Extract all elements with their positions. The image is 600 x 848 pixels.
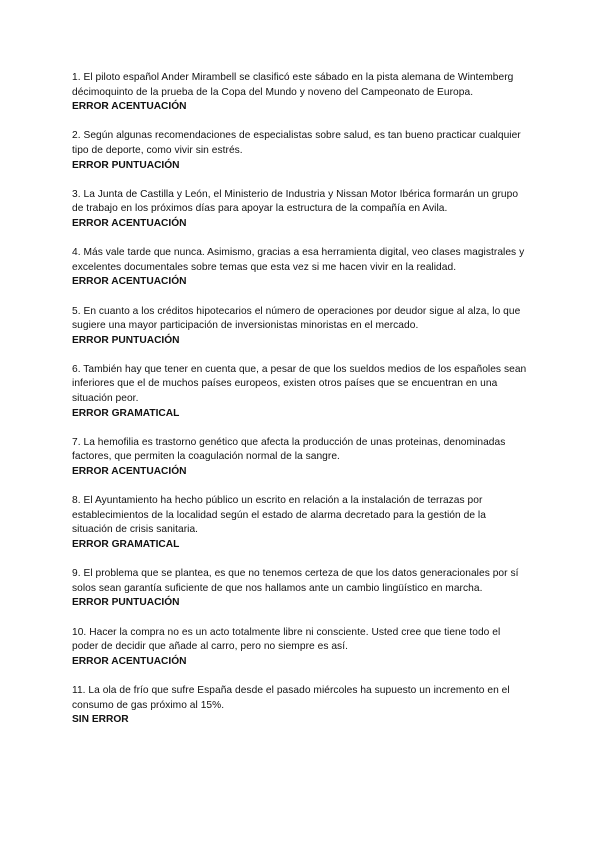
list-item xyxy=(72,626,528,670)
list-item xyxy=(72,436,528,480)
sentence-text: 3. La Junta de Castilla y León, el Ministerio de Industria y Nissan Motor Ibérica formarán un grupo de trabajo en los próximos días para apoyar la estructura de la compañía en Avila. xyxy=(72,188,519,215)
list-item xyxy=(72,567,528,611)
list-item xyxy=(72,246,528,290)
sentence-text: 5. En cuanto a los créditos hipotecarios el número de operaciones por deudor sigue al alza, lo que sugiere una mayor participación de inversionistas minoristas en el mercado. xyxy=(72,305,521,332)
sentence-text: 2. Según algunas recomendaciones de especialistas sobre salud, es tan bueno practicar cualquier tipo de deporte, como vivir sin estrés. xyxy=(72,130,521,156)
exercise-list xyxy=(72,71,528,742)
sentence-text: 10. Hacer la compra no es un acto totalmente libre ni consciente. Usted cree que tiene todo el poder de decidir que añade al carro, pero no siempre es así. xyxy=(72,626,501,653)
list-item xyxy=(72,71,528,115)
error-label: ERROR ACENTUACIÓN xyxy=(72,466,187,478)
sentence-text: 6. También hay que tener en cuenta que, a pesar de que los sueldos medios de los españoles sean inferiores que el de muchos países europeos, existen otros países que se encuentran en una situación peor. xyxy=(72,363,527,405)
sentence-text: 8. El Ayuntamiento ha hecho público un escrito en relación a la instalación de terrazas por establecimientos de la localidad según el estado de alarma decretado para la gestión de la situación de crisis sanitaria. xyxy=(72,495,486,536)
error-label: ERROR PUNTUACIÓN xyxy=(72,597,180,609)
error-label: ERROR ACENTUACIÓN xyxy=(72,276,187,288)
list-item xyxy=(72,363,528,421)
error-label: ERROR ACENTUACIÓN xyxy=(72,655,187,667)
list-item xyxy=(72,188,528,232)
sentence-text: 4. Más vale tarde que nunca. Asimismo, gracias a esa herramienta digital, veo clases magistrales y excelentes documentales sobre temas que esta vez si me hacen vivir en la realidad. xyxy=(72,247,525,273)
error-label: SIN ERROR xyxy=(72,714,129,726)
list-item xyxy=(72,305,528,349)
error-label: ERROR PUNTUACIÓN xyxy=(72,159,180,171)
error-label: ERROR GRAMATICAL xyxy=(72,407,180,419)
list-item xyxy=(72,684,528,728)
list-item xyxy=(72,494,528,552)
error-label: ERROR PUNTUACIÓN xyxy=(72,334,180,346)
sentence-text: 9. El problema que se plantea, es que no tenemos certeza de que los datos generacionales por sí solos sean garantía suficiente de que nos hallamos ante un cambio lingüístico en marcha. xyxy=(72,568,519,594)
error-label: ERROR ACENTUACIÓN xyxy=(72,217,187,229)
sentence-text: 11. La ola de frío que sufre España desde el pasado miércoles ha supuesto un incremento en el consumo de gas próximo al 15%. xyxy=(72,684,510,711)
sentence-text: 7. La hemofilia es trastorno genético que afecta la producción de unas proteinas, denominadas factores, que permiten la coagulación normal de la sangre. xyxy=(72,436,506,463)
error-label: ERROR GRAMATICAL xyxy=(72,539,180,550)
list-item xyxy=(72,129,528,173)
error-label: ERROR ACENTUACIÓN xyxy=(72,101,187,113)
sentence-text: 1. El piloto español Ander Mirambell se clasificó este sábado en la pista alemana de Wintemberg décimoquinto de la prueba de la Copa del Mundo y noveno del Campeonato de Europa. xyxy=(72,72,514,98)
